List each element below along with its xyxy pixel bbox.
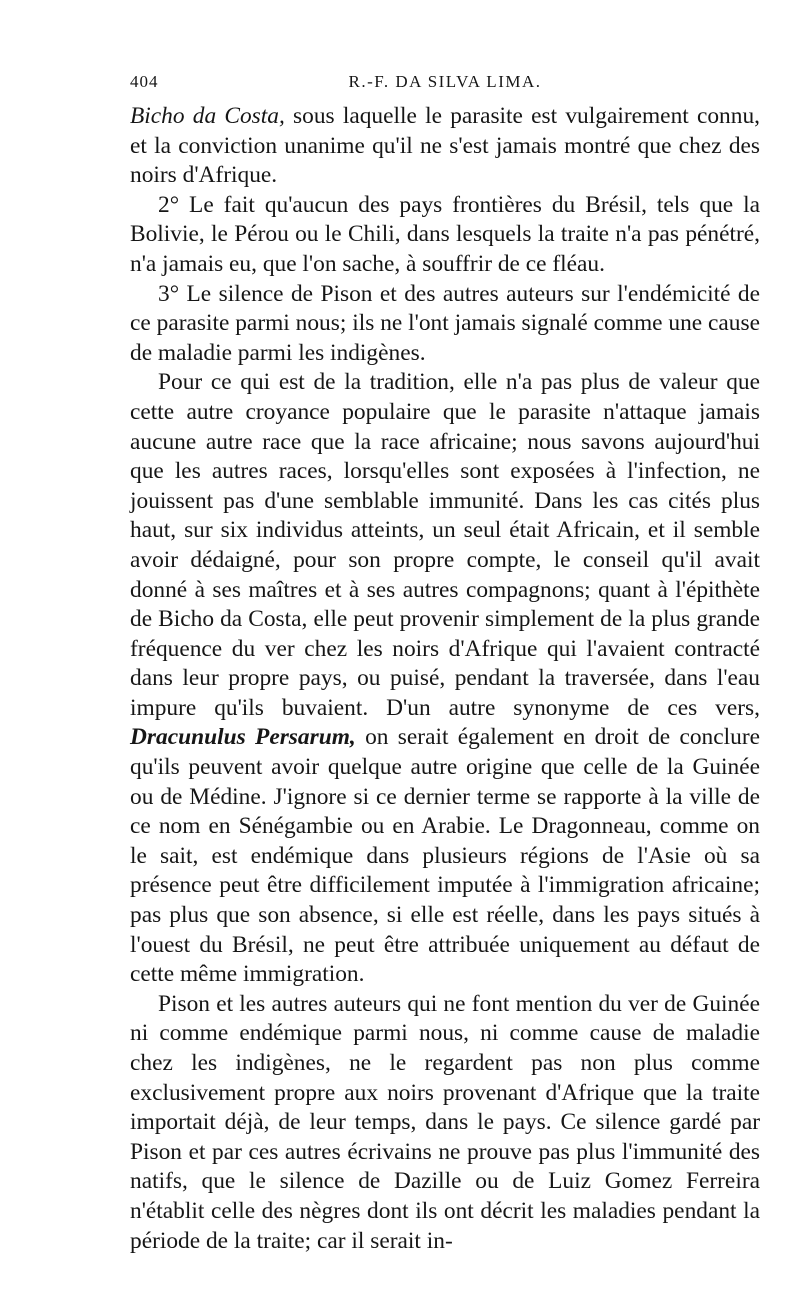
paragraph-text: Pison et les autres auteurs qui ne font mention du ver de Guinée ni comme endémique parmi nous, ni comme cause de maladie chez les indigènes, ne le regardent pas non plus comme exclusivement propre aux noirs provenant d'Afrique que la traite importait déjà, de leur temps, dans le pays. Ce silence gardé par Pison et par ces autres écrivains ne prouve pas plus l'immunité des natifs, que le silence de Dazille ou de Luiz Gomez Ferreira n'établit celle des nègres dont ils ont décrit les maladies pendant la période de la traite; car il serait in- <box>130 990 760 1254</box>
paragraph-text: sous laquelle le parasite est vulgairement connu, et la conviction unanime qu'il ne s'est jamais montré que chez des noirs d'Afrique. <box>130 103 760 189</box>
paragraph-4 <box>130 368 760 989</box>
paragraph-3 <box>130 280 760 369</box>
page-header <box>130 72 760 102</box>
paragraph-text: Pour ce qui est de la tradition, elle n'a pas plus de valeur que cette autre croyance populaire que le parasite n'attaque jamais aucune autre race que la race africaine; nous savons aujourd'hui que les autres races, lorsqu'elles sont exposées à l'infection, ne jouissent pas d'une semblable immunité. Dans les cas cités plus haut, sur six individus atteints, un seul était Africain, et il semble avoir dédaigné, pour son propre compte, le conseil qu'il avait donné à ses maîtres et à ses autres compagnons; quant à l'épithète de Bicho da Costa, elle peut provenir simplement de la plus grande fréquence du ver chez les noirs d'Afrique qui l'avaient contracté dans leur propre pays, ou puisé, pendant la traversée, dans l'eau impure qu'ils buvaient. D'un autre synonyme de ces vers, <box>130 369 760 721</box>
paragraph-text: 2° Le fait qu'aucun des pays frontières du Brésil, tels que la Bolivie, le Pérou ou le Chili, dans lesquels la traite n'a pas pénétré, n'a jamais eu, que l'on sache, à souffrir de ce fléau. <box>130 191 760 277</box>
body-text <box>130 102 760 1256</box>
book-page <box>130 72 760 1256</box>
paragraph-text: on serait également en droit de conclure qu'ils peuvent avoir quelque autre origine que celle de la Guinée ou de Médine. J'ignore si ce dernier terme se rapporte à la ville de ce nom en Sénégambie ou en Arabie. Le Dragonneau, comme on le sait, est endémique dans plusieurs régions de l'Asie où sa présence peut être difficilement imputée à l'immigration africaine; pas plus que son absence, si elle est réelle, dans les pays situés à l'ouest du Brésil, ne peut être attribuée uniquement au défaut de cette même immigration. <box>130 724 760 988</box>
paragraph-2 <box>130 191 760 280</box>
paragraph-1 <box>130 102 760 191</box>
italic-term: Bicho da Costa, <box>130 103 285 129</box>
paragraph-text: 3° Le silence de Pison et des autres auteurs sur l'endémicité de ce parasite parmi nous; ils ne l'ont jamais signalé comme une cause de maladie parmi les indigènes. <box>130 280 760 366</box>
paragraph-5 <box>130 990 760 1256</box>
running-head: R.-F. DA SILVA LIMA. <box>348 72 542 91</box>
page-number: 404 <box>130 72 159 91</box>
italic-term: Dracunulus Persarum, <box>130 724 356 751</box>
